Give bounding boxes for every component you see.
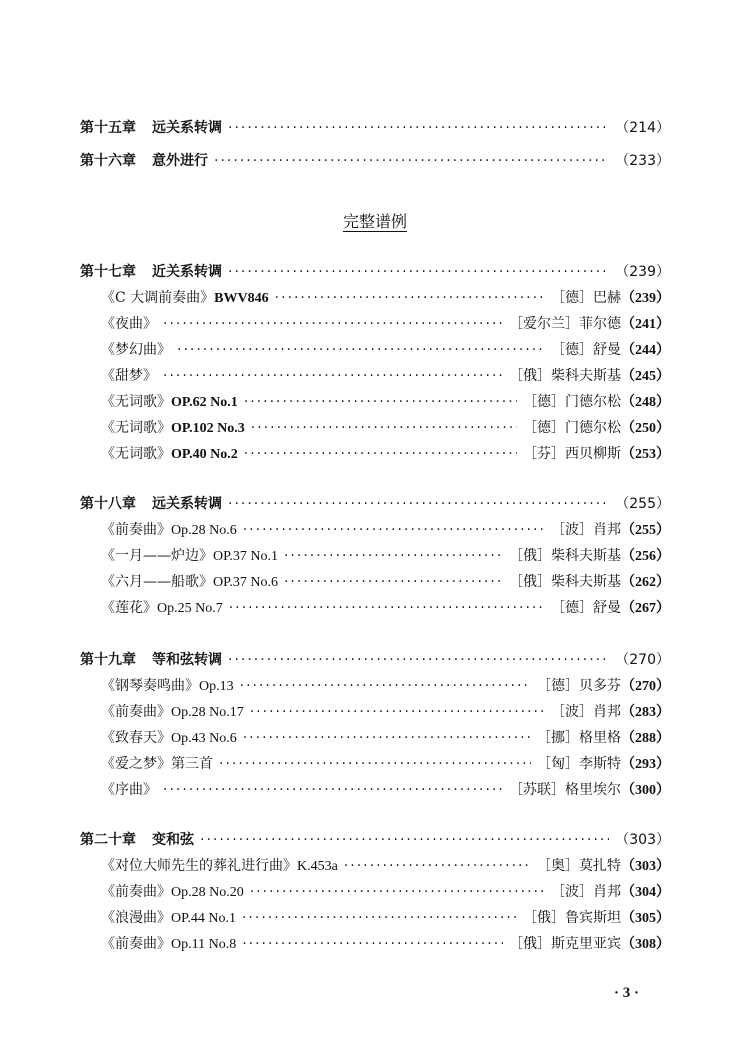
- chapter-title: 等和弦转调: [152, 652, 222, 668]
- leader-dots: [214, 151, 609, 171]
- piece-opus: OP.37 No.1: [213, 549, 278, 564]
- piece-opus: Op.28 No.20: [171, 885, 244, 900]
- composer: ［俄］斯克里亚宾: [509, 936, 621, 952]
- piece-title: 《无词歌》: [101, 446, 171, 462]
- page-number: （253）: [621, 447, 670, 462]
- page-number: （239）: [621, 291, 670, 306]
- piece-title: 《六月——船歌》: [101, 574, 213, 590]
- leader-dots: [240, 676, 531, 696]
- leader-dots: [244, 444, 517, 464]
- composer: ［波］肖邦: [551, 704, 621, 720]
- toc-piece-entry[interactable]: [101, 444, 670, 465]
- toc-piece-entry[interactable]: [101, 908, 670, 929]
- section-title: 完整谱例: [342, 212, 407, 231]
- page-number: （288）: [621, 731, 670, 746]
- page-number: （256）: [621, 549, 670, 564]
- piece-opus: OP.102 No.3: [171, 421, 245, 436]
- page-number: （239）: [615, 264, 670, 280]
- page-number: （270）: [615, 652, 670, 668]
- composer: ［德］门德尔松: [523, 420, 621, 436]
- leader-dots: [251, 418, 517, 438]
- piece-opus: K.453a: [297, 859, 338, 874]
- piece-opus: BWV846: [214, 291, 269, 306]
- toc-piece-entry[interactable]: [101, 546, 670, 567]
- piece-opus: OP.62 No.1: [171, 395, 238, 410]
- piece-title: 《对位大师先生的葬礼进行曲》: [101, 858, 297, 874]
- piece-title: 《前奏曲》: [101, 704, 171, 720]
- toc-piece-entry[interactable]: [101, 288, 670, 309]
- chapter-title: 远关系转调: [152, 120, 222, 136]
- piece-opus: Op.43 No.6: [171, 731, 237, 746]
- composer: ［爱尔兰］菲尔德: [509, 316, 621, 332]
- piece-title: 《甜梦》: [101, 368, 157, 384]
- leader-dots: [219, 754, 531, 774]
- piece-opus: Op.11 No.8: [171, 937, 237, 952]
- page-number: （300）: [621, 783, 670, 798]
- composer: ［德］舒曼: [551, 600, 621, 616]
- piece-opus: OP.44 No.1: [171, 911, 236, 926]
- composer: ［德］贝多芬: [537, 678, 621, 694]
- toc-piece-entry[interactable]: [101, 598, 670, 619]
- composer: ［德］门德尔松: [523, 394, 621, 410]
- toc-piece-entry[interactable]: [101, 366, 670, 387]
- leader-dots: [163, 366, 503, 386]
- piece-title: 《梦幻曲》: [101, 342, 171, 358]
- piece-title: 《前奏曲》: [101, 936, 171, 952]
- piece-title: 《前奏曲》: [101, 884, 171, 900]
- toc-piece-entry[interactable]: [101, 702, 670, 723]
- toc-piece-entry[interactable]: [101, 934, 670, 955]
- composer: ［波］肖邦: [551, 884, 621, 900]
- page-number: （305）: [621, 911, 670, 926]
- page-number: （233）: [615, 153, 670, 169]
- piece-opus: Op.25 No.7: [157, 601, 223, 616]
- chapter-number: 第十八章: [80, 496, 136, 512]
- chapter-number: 第二十章: [80, 832, 136, 848]
- composer: ［苏联］格里埃尔: [509, 782, 621, 798]
- piece-title: 《无词歌》: [101, 420, 171, 436]
- piece-title: 《钢琴奏鸣曲》: [101, 678, 199, 694]
- page-number: （270）: [621, 679, 670, 694]
- toc-chapter-entry[interactable]: [80, 118, 670, 138]
- leader-dots: [163, 314, 503, 334]
- piece-opus: Op.28 No.6: [171, 523, 237, 538]
- toc-chapter-entry[interactable]: [80, 830, 670, 850]
- page-folio: · 3 ·: [614, 985, 640, 1001]
- leader-dots: [228, 262, 609, 282]
- page-number: （267）: [621, 601, 670, 616]
- piece-title: 《一月——炉边》: [101, 548, 213, 564]
- toc-piece-entry[interactable]: [101, 754, 670, 775]
- toc-piece-entry[interactable]: [101, 392, 670, 413]
- page-number: （304）: [621, 885, 670, 900]
- piece-opus: Op.13: [199, 679, 234, 694]
- toc-piece-entry[interactable]: [101, 882, 670, 903]
- toc-piece-entry[interactable]: [101, 314, 670, 335]
- leader-dots: [228, 494, 609, 514]
- page-number: （308）: [621, 937, 670, 952]
- toc-chapter-entry[interactable]: [80, 151, 670, 171]
- leader-dots: [228, 650, 609, 670]
- toc-piece-entry[interactable]: [101, 340, 670, 361]
- toc-piece-entry[interactable]: [101, 676, 670, 697]
- piece-title: 《前奏曲》: [101, 522, 171, 538]
- piece-title: 《爱之梦》第三首: [101, 756, 213, 772]
- page-number: （303）: [621, 859, 670, 874]
- composer: ［德］舒曼: [551, 342, 621, 358]
- leader-dots: [250, 882, 545, 902]
- composer: ［俄］柴科夫斯基: [509, 368, 621, 384]
- page-number: （255）: [615, 496, 670, 512]
- piece-title: 《序曲》: [101, 782, 157, 798]
- leader-dots: [242, 908, 517, 928]
- toc-chapter-entry[interactable]: [80, 262, 670, 282]
- composer: ［波］肖邦: [551, 522, 621, 538]
- chapter-title: 意外进行: [152, 153, 208, 169]
- piece-opus: OP.40 No.2: [171, 447, 238, 462]
- page-number: （303）: [615, 832, 670, 848]
- piece-title: 《莲花》: [101, 600, 157, 616]
- composer: ［奥］莫扎特: [537, 858, 621, 874]
- page-number: （244）: [621, 343, 670, 358]
- toc-piece-entry[interactable]: [101, 418, 670, 439]
- page-number: （248）: [621, 395, 670, 410]
- composer: ［芬］西贝柳斯: [523, 446, 621, 462]
- chapter-number: 第十九章: [80, 652, 136, 668]
- composer: ［俄］柴科夫斯基: [509, 548, 621, 564]
- composer: ［俄］鲁宾斯坦: [523, 910, 621, 926]
- chapter-title: 远关系转调: [152, 496, 222, 512]
- leader-dots: [284, 572, 503, 592]
- leader-dots: [344, 856, 531, 876]
- toc-piece-entry[interactable]: [101, 728, 670, 749]
- chapter-title: 近关系转调: [152, 264, 222, 280]
- piece-title: 《无词歌》: [101, 394, 171, 410]
- piece-title: 《浪漫曲》: [101, 910, 171, 926]
- leader-dots: [228, 118, 609, 138]
- piece-title: 《夜曲》: [101, 316, 157, 332]
- toc-piece-entry[interactable]: [101, 780, 670, 801]
- leader-dots: [275, 288, 545, 308]
- leader-dots: [163, 780, 503, 800]
- piece-opus: OP.37 No.6: [213, 575, 278, 590]
- piece-title: 《C 大调前奏曲》: [101, 290, 215, 306]
- page-number: （283）: [621, 705, 670, 720]
- toc-piece-entry[interactable]: [101, 572, 670, 593]
- leader-dots: [242, 934, 503, 954]
- chapter-number: 第十五章: [80, 120, 136, 136]
- leader-dots: [244, 392, 517, 412]
- toc-piece-entry[interactable]: [101, 856, 670, 877]
- toc-piece-entry[interactable]: [101, 520, 670, 541]
- chapter-number: 第十七章: [80, 264, 136, 280]
- leader-dots: [243, 728, 531, 748]
- page-number: （293）: [621, 757, 670, 772]
- composer: ［匈］李斯特: [537, 756, 621, 772]
- composer: ［挪］格里格: [537, 730, 621, 746]
- page-number: （241）: [621, 317, 670, 332]
- piece-opus: Op.28 No.17: [171, 705, 244, 720]
- leader-dots: [229, 598, 545, 618]
- leader-dots: [200, 830, 609, 850]
- piece-title: 《致春天》: [101, 730, 171, 746]
- chapter-title: 变和弦: [152, 832, 194, 848]
- page-number: （255）: [621, 523, 670, 538]
- composer: ［俄］柴科夫斯基: [509, 574, 621, 590]
- leader-dots: [250, 702, 545, 722]
- composer: ［德］巴赫: [551, 290, 621, 306]
- page-number: （214）: [615, 120, 670, 136]
- page-number: （245）: [621, 369, 670, 384]
- chapter-number: 第十六章: [80, 153, 136, 169]
- toc-chapter-entry[interactable]: [80, 494, 670, 514]
- leader-dots: [284, 546, 503, 566]
- page-number: （262）: [621, 575, 670, 590]
- leader-dots: [243, 520, 545, 540]
- toc-chapter-entry[interactable]: [80, 650, 670, 670]
- page-number: （250）: [621, 421, 670, 436]
- leader-dots: [177, 340, 545, 360]
